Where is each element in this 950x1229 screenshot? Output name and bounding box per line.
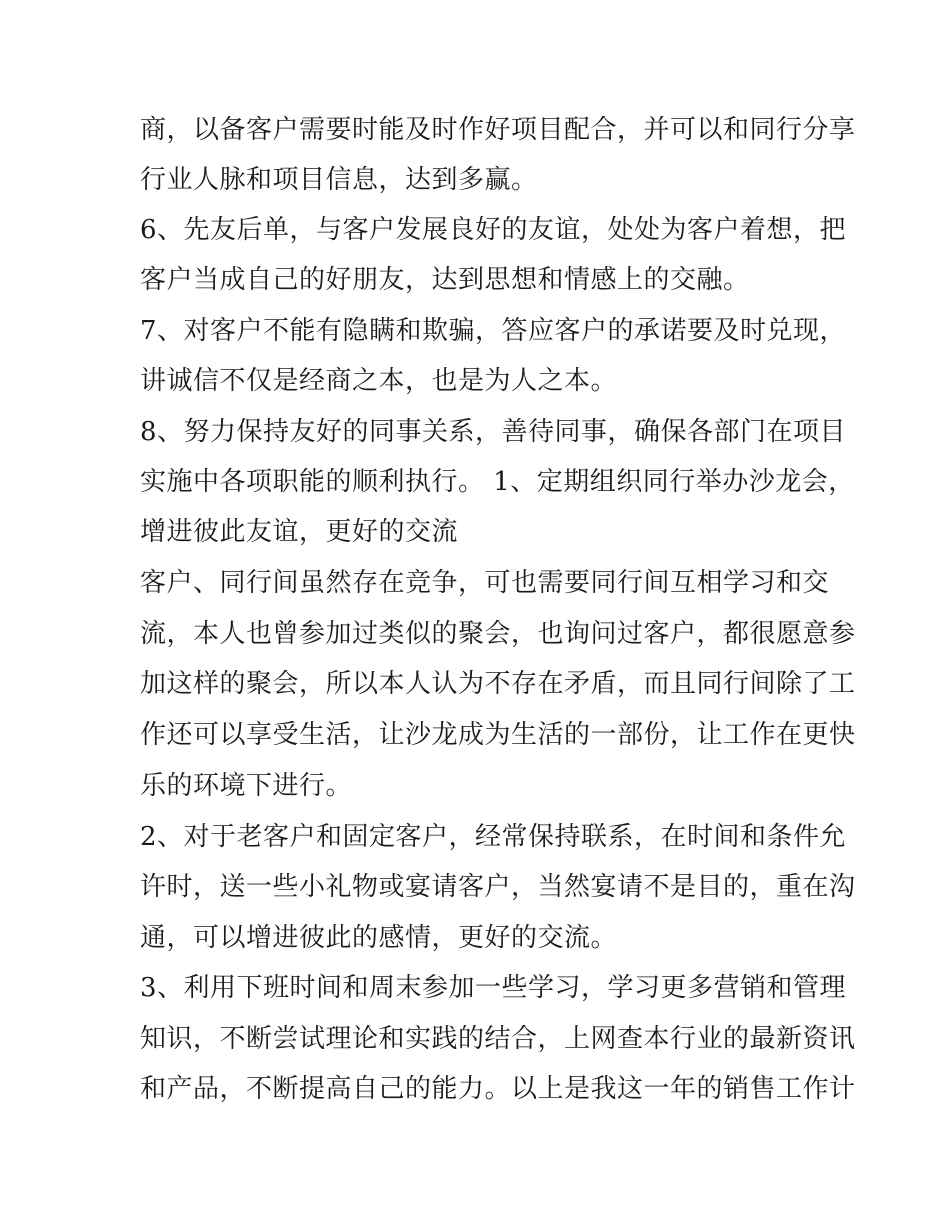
text-line-1: 商，以备客户需要时能及时作好项目配合，并可以和同行分享	[140, 115, 856, 145]
text-line-4: 客户当成自己的好朋友，达到思想和情感上的交融。	[140, 265, 750, 295]
text-line-11: 流，本人也曾参加过类似的聚会，也询问过客户，都很愿意参	[140, 619, 856, 649]
text-line-3: 6、先友后单，与客户发展良好的友谊，处处为客户着想，把	[140, 215, 847, 245]
text-line-18: 3、利用下班时间和周末参加一些学习，学习更多营销和管理	[140, 973, 847, 1003]
text-line-13: 作还可以享受生活，让沙龙成为生活的一部份，让工作在更快	[140, 720, 856, 750]
text-line-19: 知识，不断尝试理论和实践的结合，上网查本行业的最新资讯	[140, 1024, 856, 1054]
text-line-12: 加这样的聚会，所以本人认为不存在矛盾，而且同行间除了工	[140, 669, 856, 699]
text-line-16: 许时，送一些小礼物或宴请客户，当然宴请不是目的，重在沟	[140, 872, 856, 902]
text-line-8: 实施中各项职能的顺利执行。 1、定期组织同行举办沙龙会，	[140, 467, 855, 497]
text-line-10: 客户、同行间虽然存在竞争，可也需要同行间互相学习和交	[140, 568, 830, 598]
text-line-14: 乐的环境下进行。	[140, 771, 353, 801]
text-line-15: 2、对于老客户和固定客户，经常保持联系，在时间和条件允	[140, 822, 847, 852]
text-line-17: 通，可以增进彼此的感情，更好的交流。	[140, 923, 618, 953]
text-line-5: 7、对客户不能有隐瞒和欺骗，答应客户的承诺要及时兑现，	[140, 316, 847, 346]
text-line-6: 讲诚信不仅是经商之本，也是为人之本。	[140, 366, 618, 396]
text-line-9: 增进彼此友谊，更好的交流	[140, 517, 459, 547]
text-line-7: 8、努力保持友好的同事关系，善待同事，确保各部门在项目	[140, 417, 847, 447]
text-line-20: 和产品，不断提高自己的能力。以上是我这一年的销售工作计	[140, 1074, 856, 1104]
text-line-2: 行业人脉和项目信息，达到多赢。	[140, 165, 538, 195]
